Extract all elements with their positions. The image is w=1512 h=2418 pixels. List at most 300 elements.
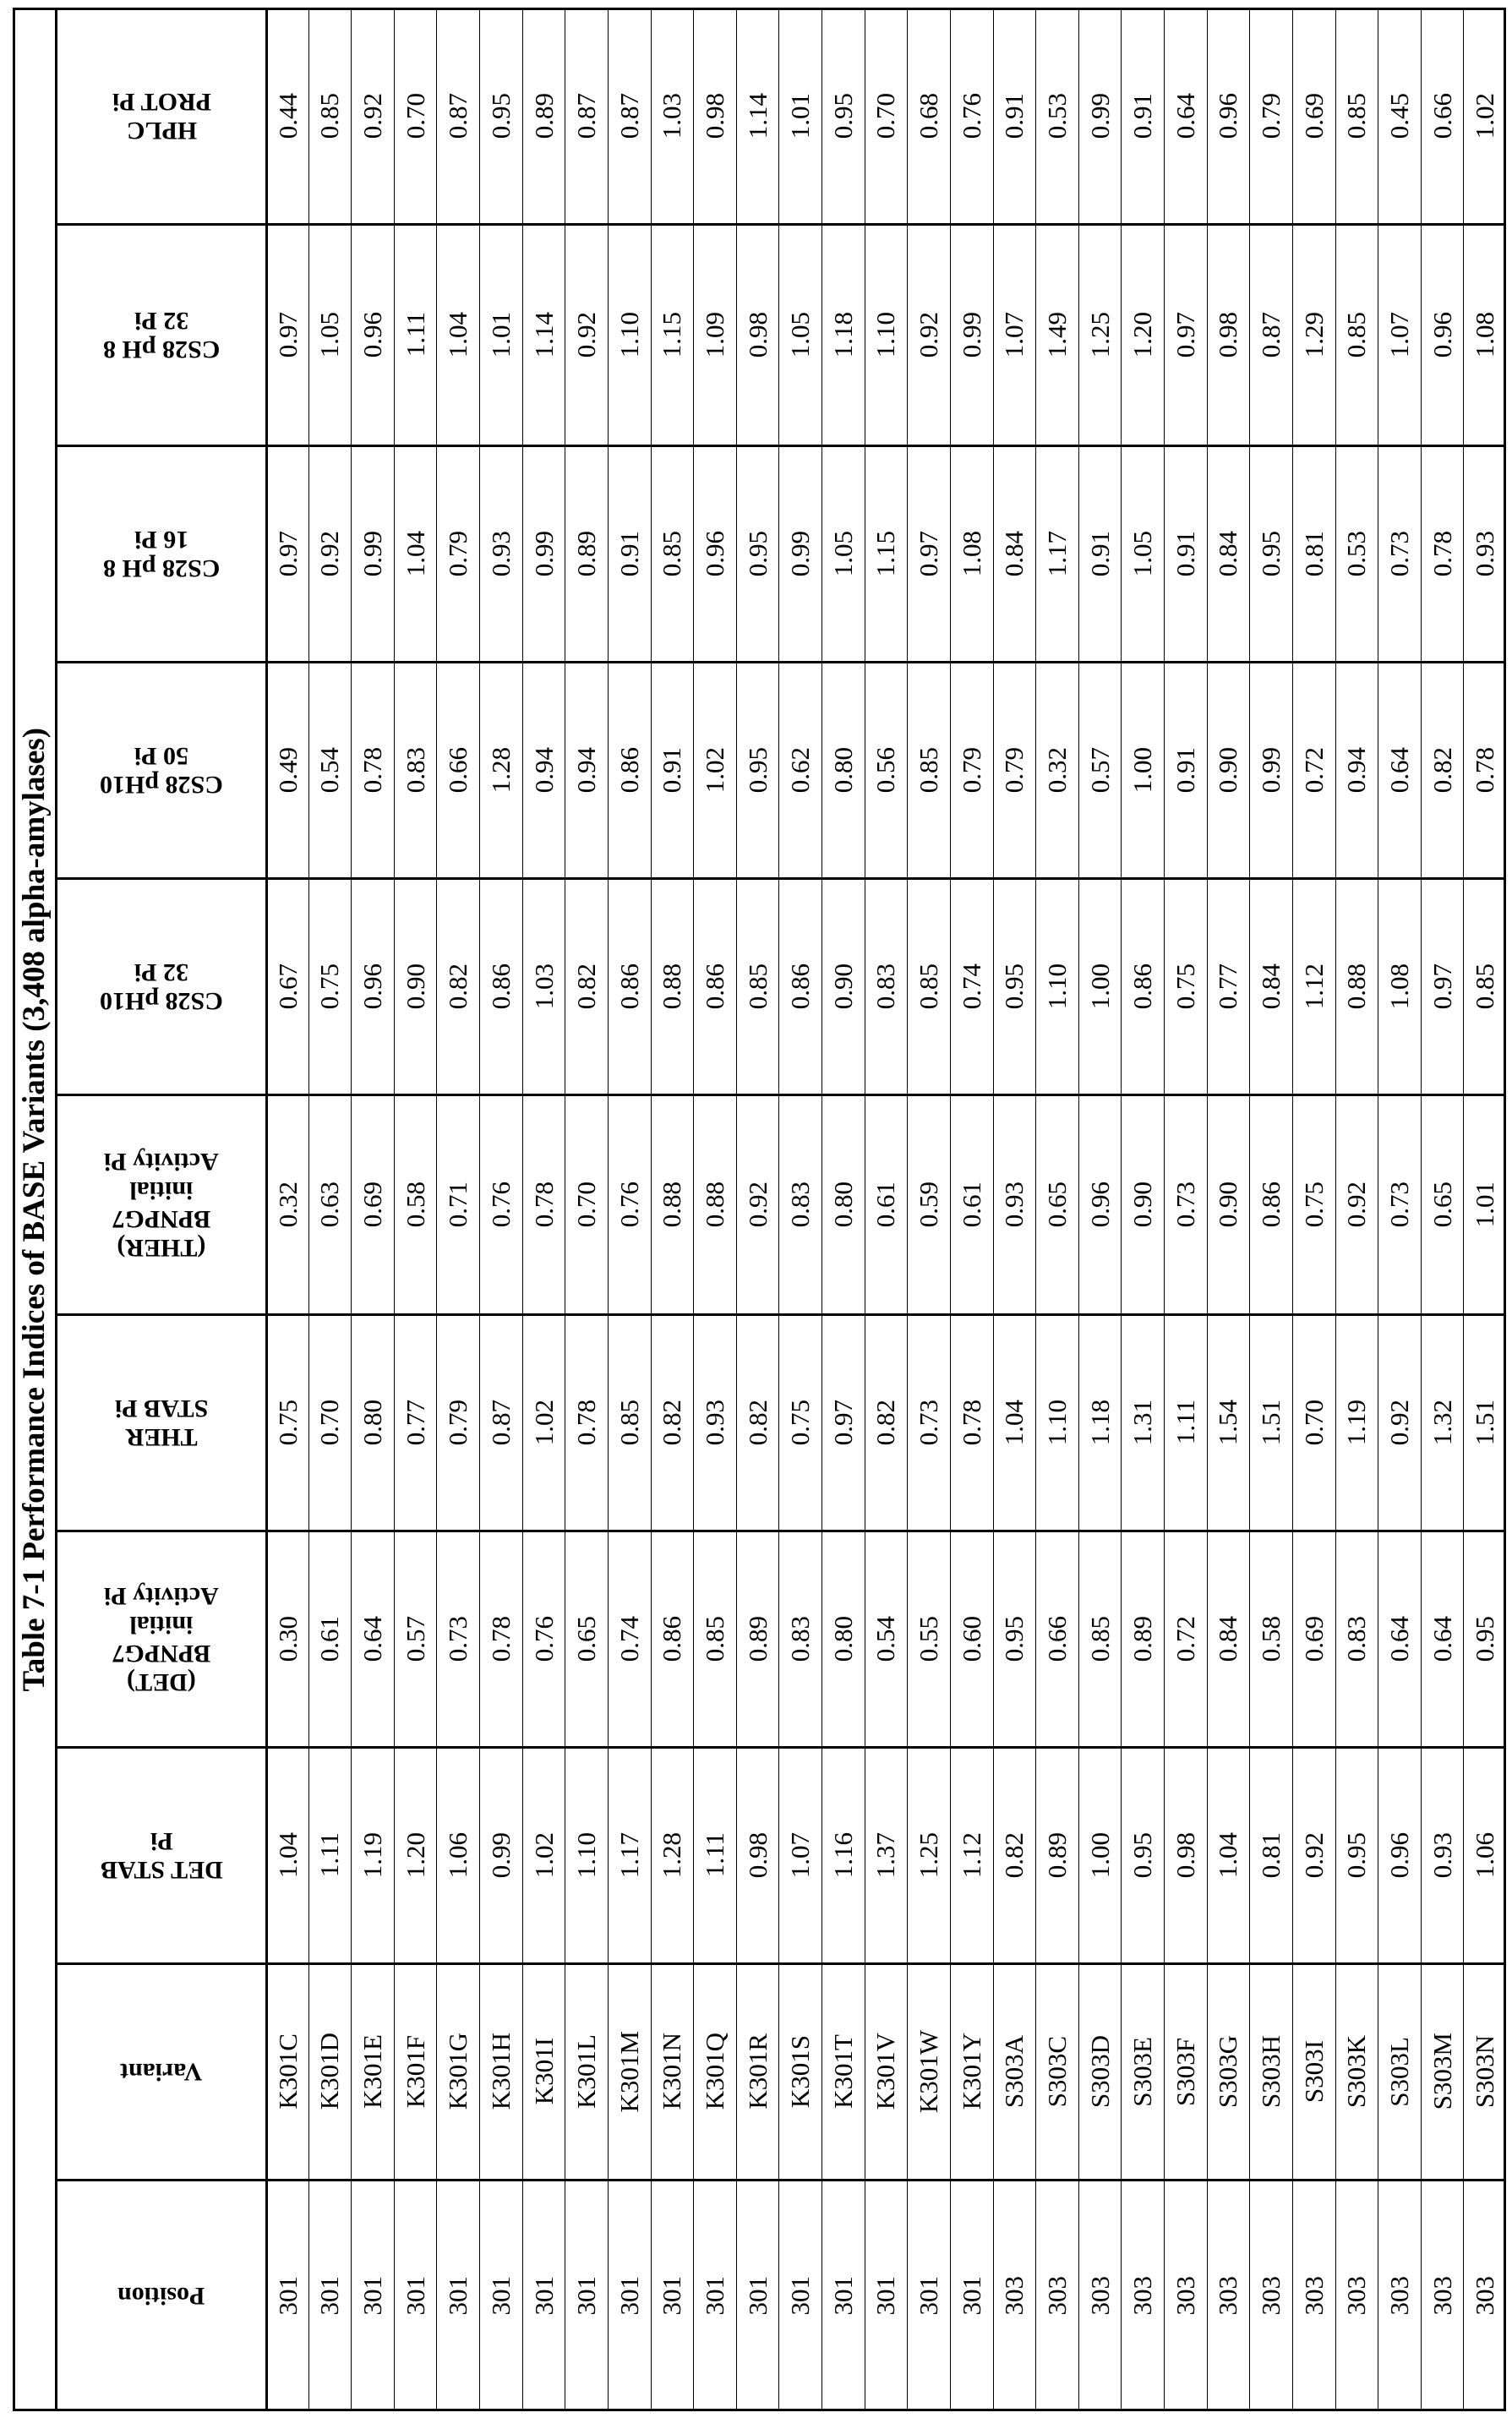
cell-value: 0.96 xyxy=(1085,1182,1116,1227)
cell-value: 0.57 xyxy=(1085,747,1116,793)
table-cell-variant xyxy=(265,1963,308,2180)
table-cell-ther-bpnpg7 xyxy=(1335,1094,1378,1314)
cell-value: 1.08 xyxy=(1384,963,1415,1009)
cell-value: 0.92 xyxy=(1299,1832,1329,1878)
cell-value: 0.75 xyxy=(314,963,345,1009)
cell-value: 0.69 xyxy=(1299,93,1329,139)
cell-value: 0.89 xyxy=(743,1616,773,1662)
cell-value: 1.03 xyxy=(529,963,559,1009)
table-cell-hplc-prot xyxy=(693,8,736,224)
table-cell-cs28-ph10-32 xyxy=(907,878,950,1094)
table-cell-position xyxy=(1292,2180,1335,2411)
cell-value: 1.09 xyxy=(700,312,730,358)
table-cell-cs28-ph8-32 xyxy=(1164,224,1207,445)
cell-value: 0.61 xyxy=(957,1182,987,1227)
table-cell-cs28-ph10-50 xyxy=(822,662,865,878)
table-cell-cs28-ph10-32 xyxy=(608,878,651,1094)
cell-value: 0.76 xyxy=(529,1616,559,1662)
table-cell-cs28-ph8-32 xyxy=(651,224,694,445)
cell-value: 1.18 xyxy=(1085,1400,1116,1445)
table-cell-cs28-ph8-32 xyxy=(1463,224,1506,445)
table-cell-cs28-ph8-32 xyxy=(394,224,437,445)
table-cell-ther-bpnpg7 xyxy=(993,1094,1036,1314)
table-cell-cs28-ph10-50 xyxy=(1078,662,1122,878)
cell-value: 0.85 xyxy=(914,963,944,1009)
table-cell-variant xyxy=(950,1963,993,2180)
table-cell-cs28-ph8-32 xyxy=(1207,224,1250,445)
cell-value: 0.84 xyxy=(1256,963,1286,1009)
table-cell-position xyxy=(993,2180,1036,2411)
cell-value: 0.84 xyxy=(1213,531,1243,576)
table-cell-ther-stab xyxy=(907,1314,950,1531)
table-cell-cs28-ph8-16 xyxy=(950,445,993,662)
cell-value: 0.54 xyxy=(871,1616,901,1662)
cell-value: 0.49 xyxy=(273,747,303,793)
cell-value: S303E xyxy=(1127,2037,1158,2107)
cell-value: 0.90 xyxy=(1213,747,1243,793)
cell-value: 0.82 xyxy=(999,1832,1029,1878)
table-cell-ther-bpnpg7 xyxy=(1207,1094,1250,1314)
cell-value: 1.25 xyxy=(1085,312,1116,358)
column-header-label: (DET) BPNPG7 initial Activity Pi xyxy=(104,1581,219,1696)
cell-value: 301 xyxy=(957,2276,987,2316)
table-cell-ther-stab xyxy=(1335,1314,1378,1531)
table-cell-ther-bpnpg7 xyxy=(778,1094,822,1314)
cell-value: 1.49 xyxy=(1042,312,1073,358)
table-cell-variant xyxy=(822,1963,865,2180)
cell-value: 1.02 xyxy=(529,1400,559,1445)
cell-value: 0.60 xyxy=(957,1616,987,1662)
cell-value: 1.37 xyxy=(871,1832,901,1878)
table-cell-position xyxy=(479,2180,522,2411)
table-cell-hplc-prot xyxy=(736,8,779,224)
table-cell-hplc-prot xyxy=(1249,8,1292,224)
table-cell-cs28-ph10-32 xyxy=(265,878,308,1094)
cell-value: S303I xyxy=(1299,2040,1329,2103)
cell-value: 0.73 xyxy=(914,1400,944,1445)
cell-value: 0.95 xyxy=(743,531,773,576)
cell-value: 303 xyxy=(1470,2276,1500,2316)
table-cell-cs28-ph10-50 xyxy=(351,662,394,878)
cell-value: 1.11 xyxy=(700,1832,730,1877)
table-cell-ther-stab xyxy=(265,1314,308,1531)
cell-value: 0.82 xyxy=(871,1400,901,1445)
table-cell-cs28-ph8-16 xyxy=(1249,445,1292,662)
cell-value: 0.87 xyxy=(486,1400,516,1445)
cell-value: 1.11 xyxy=(1171,1400,1201,1444)
cell-value: K301E xyxy=(358,2034,388,2109)
cell-value: 0.85 xyxy=(657,531,687,576)
cell-value: 1.05 xyxy=(785,312,816,358)
table-cell-det-stab xyxy=(1378,1747,1421,1963)
cell-value: 0.85 xyxy=(1341,312,1372,358)
cell-value: 0.92 xyxy=(1341,1182,1372,1227)
table-cell-det-stab xyxy=(1207,1747,1250,1963)
table-cell-cs28-ph8-16 xyxy=(693,445,736,662)
table-cell-det-bpnpg7 xyxy=(479,1531,522,1747)
cell-value: 301 xyxy=(657,2276,687,2316)
table-cell-hplc-prot xyxy=(950,8,993,224)
cell-value: 0.96 xyxy=(1213,93,1243,139)
cell-value: 0.99 xyxy=(358,531,388,576)
column-header-det-stab xyxy=(57,1747,265,1963)
cell-value: 0.89 xyxy=(571,531,602,576)
cell-value: 0.95 xyxy=(1256,531,1286,576)
cell-value: 0.54 xyxy=(314,747,345,793)
cell-value: K301W xyxy=(914,2030,944,2113)
table-cell-variant xyxy=(565,1963,608,2180)
table-cell-det-stab xyxy=(651,1747,694,1963)
cell-value: 1.19 xyxy=(358,1832,388,1878)
table-cell-position xyxy=(865,2180,908,2411)
cell-value: 303 xyxy=(1213,2276,1243,2316)
cell-value: 301 xyxy=(358,2276,388,2316)
cell-value: 0.97 xyxy=(914,531,944,576)
column-header-label: (THER) BPNPG7 initial Activity Pi xyxy=(104,1147,219,1262)
table-cell-cs28-ph8-16 xyxy=(1421,445,1464,662)
cell-value: 0.53 xyxy=(1042,93,1073,139)
cell-value: K301I xyxy=(529,2038,559,2104)
table-cell-cs28-ph8-32 xyxy=(1421,224,1464,445)
table-cell-ther-stab xyxy=(479,1314,522,1531)
table-cell-variant xyxy=(351,1963,394,2180)
table-cell-det-bpnpg7 xyxy=(565,1531,608,1747)
table-cell-cs28-ph10-32 xyxy=(436,878,479,1094)
cell-value: S303F xyxy=(1171,2038,1201,2106)
cell-value: 0.45 xyxy=(1384,93,1415,139)
cell-value: S303N xyxy=(1470,2035,1500,2108)
table-cell-det-bpnpg7 xyxy=(907,1531,950,1747)
table-cell-cs28-ph8-16 xyxy=(1164,445,1207,662)
cell-value: 0.70 xyxy=(571,1182,602,1227)
table-cell-det-bpnpg7 xyxy=(1335,1531,1378,1747)
cell-value: 1.14 xyxy=(743,93,773,139)
cell-value: 0.88 xyxy=(657,1182,687,1227)
cell-value: K301T xyxy=(828,2034,859,2109)
cell-value: 1.04 xyxy=(401,531,431,576)
cell-value: 301 xyxy=(443,2276,473,2316)
cell-value: 0.82 xyxy=(657,1400,687,1445)
table-cell-cs28-ph8-32 xyxy=(778,224,822,445)
cell-value: 0.64 xyxy=(1384,747,1415,793)
cell-value: 0.90 xyxy=(1127,1182,1158,1227)
cell-value: K301G xyxy=(443,2033,473,2110)
table-cell-det-bpnpg7 xyxy=(651,1531,694,1747)
table-cell-cs28-ph8-16 xyxy=(651,445,694,662)
table-cell-position xyxy=(394,2180,437,2411)
table-cell-cs28-ph8-32 xyxy=(308,224,352,445)
table-cell-det-bpnpg7 xyxy=(436,1531,479,1747)
table-cell-cs28-ph10-32 xyxy=(522,878,565,1094)
cell-value: 1.10 xyxy=(871,312,901,358)
table-cell-variant xyxy=(1035,1963,1078,2180)
table-cell-cs28-ph8-32 xyxy=(265,224,308,445)
cell-value: 0.75 xyxy=(785,1400,816,1445)
table-cell-det-stab xyxy=(1292,1747,1335,1963)
cell-value: 301 xyxy=(529,2276,559,2316)
cell-value: 0.87 xyxy=(1256,312,1286,358)
cell-value: 0.69 xyxy=(358,1182,388,1227)
cell-value: 1.01 xyxy=(1470,1182,1500,1227)
table-cell-variant xyxy=(1292,1963,1335,2180)
cell-value: 301 xyxy=(700,2276,730,2316)
table-cell-cs28-ph8-32 xyxy=(351,224,394,445)
cell-value: 0.95 xyxy=(999,1616,1029,1662)
table-cell-variant xyxy=(1121,1963,1164,2180)
cell-value: 0.78 xyxy=(1470,747,1500,793)
cell-value: 0.59 xyxy=(914,1182,944,1227)
cell-value: 1.51 xyxy=(1470,1400,1500,1445)
table-cell-position xyxy=(308,2180,352,2411)
cell-value: 0.99 xyxy=(1085,93,1116,139)
table-cell-ther-stab xyxy=(778,1314,822,1531)
column-header-ther-bpnpg7 xyxy=(57,1094,265,1314)
cell-value: S303C xyxy=(1042,2036,1073,2107)
cell-value: 0.92 xyxy=(1384,1400,1415,1445)
column-header-cs28-ph10-32 xyxy=(57,878,265,1094)
cell-value: 0.78 xyxy=(1427,531,1458,576)
cell-value: 0.97 xyxy=(1427,963,1458,1009)
table-cell-cs28-ph8-32 xyxy=(479,224,522,445)
table-cell-cs28-ph8-16 xyxy=(993,445,1036,662)
cell-value: 1.20 xyxy=(401,1832,431,1878)
cell-value: 0.94 xyxy=(1341,747,1372,793)
cell-value: S303H xyxy=(1256,2035,1286,2108)
table-cell-position xyxy=(522,2180,565,2411)
cell-value: K301L xyxy=(571,2034,602,2109)
cell-value: K301Q xyxy=(700,2033,730,2110)
cell-value: 0.77 xyxy=(401,1400,431,1445)
table-cell-cs28-ph10-32 xyxy=(1035,878,1078,1094)
table-cell-det-bpnpg7 xyxy=(778,1531,822,1747)
table-cell-cs28-ph10-32 xyxy=(1335,878,1378,1094)
cell-value: S303K xyxy=(1341,2035,1372,2108)
table-cell-position xyxy=(1207,2180,1250,2411)
table-cell-det-stab xyxy=(693,1747,736,1963)
table-cell-cs28-ph10-50 xyxy=(265,662,308,878)
table-cell-hplc-prot xyxy=(1121,8,1164,224)
cell-value: 0.86 xyxy=(614,747,645,793)
cell-value: 0.96 xyxy=(700,531,730,576)
cell-value: 0.82 xyxy=(571,963,602,1009)
table-cell-det-stab xyxy=(436,1747,479,1963)
table-cell-ther-stab xyxy=(651,1314,694,1531)
cell-value: 0.91 xyxy=(1085,531,1116,576)
table-cell-cs28-ph10-50 xyxy=(693,662,736,878)
table-cell-ther-stab xyxy=(436,1314,479,1531)
table-cell-ther-stab xyxy=(693,1314,736,1531)
table-cell-cs28-ph10-32 xyxy=(1421,878,1464,1094)
cell-value: 0.85 xyxy=(1085,1616,1116,1662)
cell-value: 301 xyxy=(914,2276,944,2316)
cell-value: 1.07 xyxy=(1384,312,1415,358)
table-cell-ther-bpnpg7 xyxy=(308,1094,352,1314)
cell-value: 0.94 xyxy=(529,747,559,793)
table-cell-ther-stab xyxy=(1035,1314,1078,1531)
cell-value: 303 xyxy=(1384,2276,1415,2316)
cell-value: 0.56 xyxy=(871,747,901,793)
cell-value: 0.93 xyxy=(1470,531,1500,576)
table-cell-variant xyxy=(1249,1963,1292,2180)
table-cell-cs28-ph8-16 xyxy=(865,445,908,662)
table-cell-hplc-prot xyxy=(1335,8,1378,224)
table-cell-ther-stab xyxy=(1249,1314,1292,1531)
table-cell-position xyxy=(565,2180,608,2411)
column-header-label: THER STAB Pi xyxy=(115,1394,208,1451)
table-cell-ther-stab xyxy=(1292,1314,1335,1531)
cell-value: 1.14 xyxy=(529,312,559,358)
table-cell-position xyxy=(608,2180,651,2411)
table-cell-hplc-prot xyxy=(265,8,308,224)
table-cell-position xyxy=(1035,2180,1078,2411)
table-cell-det-stab xyxy=(1335,1747,1378,1963)
cell-value: 301 xyxy=(314,2276,345,2316)
cell-value: 0.97 xyxy=(273,531,303,576)
cell-value: 0.88 xyxy=(657,963,687,1009)
cell-value: 1.05 xyxy=(314,312,345,358)
table-cell-position xyxy=(1421,2180,1464,2411)
table-cell-variant xyxy=(608,1963,651,2180)
column-header-label: HPLC PROT Pi xyxy=(112,87,211,145)
cell-value: 0.74 xyxy=(614,1616,645,1662)
table-cell-position xyxy=(1335,2180,1378,2411)
table-cell-det-bpnpg7 xyxy=(1463,1531,1506,1747)
cell-value: K301N xyxy=(657,2033,687,2110)
cell-value: 301 xyxy=(486,2276,516,2316)
table-cell-hplc-prot xyxy=(1078,8,1122,224)
cell-value: 0.99 xyxy=(486,1832,516,1878)
table-cell-det-bpnpg7 xyxy=(522,1531,565,1747)
table-cell-cs28-ph10-50 xyxy=(1335,662,1378,878)
table-cell-variant xyxy=(907,1963,950,2180)
cell-value: 0.64 xyxy=(358,1616,388,1662)
cell-value: 303 xyxy=(1341,2276,1372,2316)
table-cell-cs28-ph10-50 xyxy=(651,662,694,878)
table-cell-ther-bpnpg7 xyxy=(479,1094,522,1314)
cell-value: 0.65 xyxy=(1427,1182,1458,1227)
cell-value: 1.18 xyxy=(828,312,859,358)
table-cell-position xyxy=(436,2180,479,2411)
table-cell-hplc-prot xyxy=(865,8,908,224)
table-cell-det-bpnpg7 xyxy=(1207,1531,1250,1747)
table-cell-cs28-ph10-32 xyxy=(308,878,352,1094)
cell-value: 0.92 xyxy=(358,93,388,139)
cell-value: 301 xyxy=(743,2276,773,2316)
cell-value: 0.65 xyxy=(1042,1182,1073,1227)
cell-value: 1.15 xyxy=(657,312,687,358)
cell-value: K301C xyxy=(273,2033,303,2110)
table-cell-cs28-ph8-32 xyxy=(1292,224,1335,445)
table-cell-cs28-ph10-32 xyxy=(950,878,993,1094)
table-cell-det-stab xyxy=(907,1747,950,1963)
cell-value: 0.97 xyxy=(1171,312,1201,358)
cell-value: 1.04 xyxy=(443,312,473,358)
table-cell-hplc-prot xyxy=(479,8,522,224)
cell-value: 0.82 xyxy=(443,963,473,1009)
table-cell-cs28-ph8-16 xyxy=(1035,445,1078,662)
cell-value: 1.06 xyxy=(1470,1832,1500,1878)
table-cell-ther-stab xyxy=(394,1314,437,1531)
table-cell-cs28-ph10-50 xyxy=(907,662,950,878)
table-cell-cs28-ph10-50 xyxy=(1421,662,1464,878)
table-cell-cs28-ph10-32 xyxy=(1164,878,1207,1094)
cell-value: 0.75 xyxy=(273,1400,303,1445)
cell-value: 0.78 xyxy=(571,1400,602,1445)
table-cell-hplc-prot xyxy=(1164,8,1207,224)
cell-value: 0.99 xyxy=(957,312,987,358)
table-cell-cs28-ph8-32 xyxy=(565,224,608,445)
table-cell-variant xyxy=(778,1963,822,2180)
table-cell-ther-bpnpg7 xyxy=(1378,1094,1421,1314)
cell-value: 303 xyxy=(1427,2276,1458,2316)
column-header-label: CS28 pH 8 16 Pi xyxy=(103,525,220,582)
column-header-hplc-prot xyxy=(57,8,265,224)
cell-value: 1.07 xyxy=(999,312,1029,358)
table-cell-ther-stab xyxy=(822,1314,865,1531)
cell-value: 303 xyxy=(1085,2276,1116,2316)
table-cell-det-bpnpg7 xyxy=(351,1531,394,1747)
cell-value: 301 xyxy=(273,2276,303,2316)
cell-value: 301 xyxy=(871,2276,901,2316)
cell-value: 0.85 xyxy=(700,1616,730,1662)
cell-value: 0.86 xyxy=(700,963,730,1009)
table-cell-ther-stab xyxy=(1121,1314,1164,1531)
cell-value: 0.83 xyxy=(401,747,431,793)
table-cell-ther-bpnpg7 xyxy=(736,1094,779,1314)
table-cell-det-stab xyxy=(993,1747,1036,1963)
table-cell-det-stab xyxy=(1249,1747,1292,1963)
cell-value: 0.85 xyxy=(1470,963,1500,1009)
cell-value: 0.91 xyxy=(999,93,1029,139)
cell-value: 0.71 xyxy=(443,1182,473,1227)
cell-value: 1.54 xyxy=(1213,1400,1243,1445)
table-cell-det-bpnpg7 xyxy=(865,1531,908,1747)
table-cell-ther-bpnpg7 xyxy=(907,1094,950,1314)
cell-value: 303 xyxy=(1127,2276,1158,2316)
table-cell-position xyxy=(1121,2180,1164,2411)
cell-value: 0.79 xyxy=(957,747,987,793)
cell-value: 0.83 xyxy=(785,1616,816,1662)
table-cell-variant xyxy=(308,1963,352,2180)
table-cell-cs28-ph8-16 xyxy=(265,445,308,662)
cell-value: 1.04 xyxy=(999,1400,1029,1445)
table-cell-position xyxy=(265,2180,308,2411)
table-cell-cs28-ph8-16 xyxy=(394,445,437,662)
table-cell-cs28-ph10-50 xyxy=(865,662,908,878)
table-cell-cs28-ph10-50 xyxy=(436,662,479,878)
cell-value: 0.99 xyxy=(1256,747,1286,793)
cell-value: 0.78 xyxy=(529,1182,559,1227)
cell-value: 0.93 xyxy=(999,1182,1029,1227)
cell-value: 0.99 xyxy=(529,531,559,576)
table-cell-cs28-ph8-32 xyxy=(1249,224,1292,445)
table-cell-cs28-ph10-50 xyxy=(1292,662,1335,878)
cell-value: 303 xyxy=(1299,2276,1329,2316)
cell-value: 0.83 xyxy=(1341,1616,1372,1662)
table-cell-cs28-ph8-32 xyxy=(865,224,908,445)
cell-value: 1.25 xyxy=(914,1832,944,1878)
table-cell-position xyxy=(736,2180,779,2411)
table-cell-ther-stab xyxy=(950,1314,993,1531)
cell-value: 0.76 xyxy=(957,93,987,139)
table-cell-cs28-ph10-32 xyxy=(1121,878,1164,1094)
table-cell-cs28-ph8-16 xyxy=(736,445,779,662)
cell-value: 0.85 xyxy=(1341,93,1372,139)
table-cell-ther-bpnpg7 xyxy=(608,1094,651,1314)
cell-value: 1.04 xyxy=(1213,1832,1243,1878)
table-cell-variant xyxy=(394,1963,437,2180)
table-cell-cs28-ph10-32 xyxy=(822,878,865,1094)
